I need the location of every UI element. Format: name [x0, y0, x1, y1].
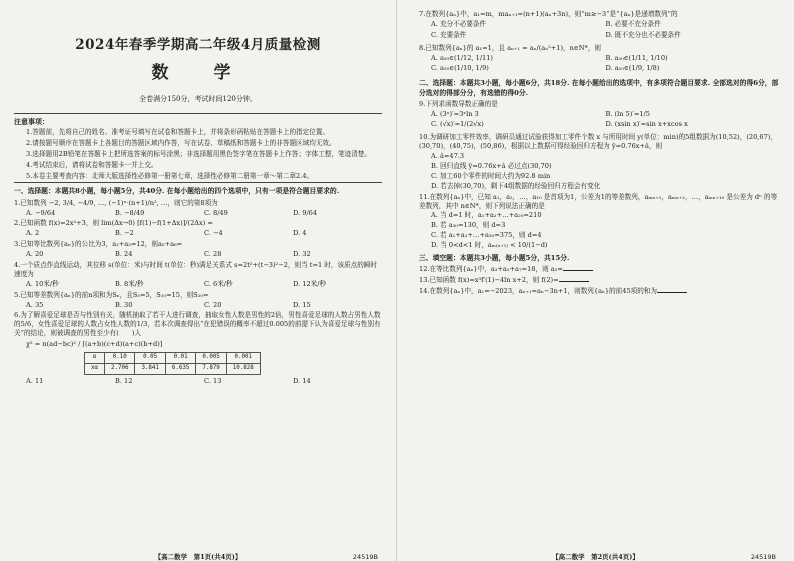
question-stem: 2.已知函数 f(x)=2x²+3，则 lim(Δx→0) [f(1)−f(1+Δx)]/(2Δx) =: [14, 219, 213, 228]
exam-title: 2024年春季学期高二年级4月质量检测: [75, 37, 321, 53]
question-stem: 11.在数列{aₙ}中，已知 a₁，a₂，…，a₁₀ 是首项为1，公差为1的等差数列，aₘₙ₊₁，aₘₙ₊₂，…，aₘₙ₊₁₀ 是公差为 dⁿ 的等差数列，其中 n∈N*，则下列说法正确的是: [419, 192, 778, 210]
options-row: [26, 301, 382, 310]
option: A. (3ˣ)′=3ˣln 3: [431, 109, 479, 118]
table-cell: 0.01: [165, 353, 195, 364]
option: D. 32: [293, 250, 311, 259]
option: C. −4: [204, 229, 223, 238]
option: D. 14: [293, 376, 311, 385]
divider: [14, 182, 382, 183]
question-stem: 4.一个质点作直线运动，其位移 s(单位：米)与时间 t(单位：秒)满足关系式 s=2t²+(t−3)²−2，则当 t=1 时，该质点的瞬时速度为: [14, 261, 378, 278]
note-item: 1.答题前，先将自己的姓名、准考证号填写在试卷和答题卡上，并将条形码粘贴在答题卡上的指定位置。: [26, 128, 330, 137]
table-cell: 3.841: [135, 363, 165, 374]
page-number: 【高二数学 第1页(共4页)】: [154, 553, 242, 561]
options-column: [431, 152, 780, 191]
option: A. a₅₀∈(1/12, 1/11): [431, 53, 494, 62]
question-stem: 6.为了解喜爱足球是否与性别有关，随机抽取了若干人进行调查，抽取女性人数是男性的2倍，男性喜爱足球的人数占男性人数的5/6，女性喜爱足球的人数占女性人数的1/3，若本次调查得出“在犯错误的概率不超过0.005的前提下认为喜爱足球与性别有关”的结论，则被调查的男性至少有( )人: [14, 311, 381, 338]
question-stem: 8.已知数列{aₙ}的 a₁=1，且 aₙ₊₁ = aₙ/(aₙ²+1)，n∈N*，则: [419, 43, 602, 52]
option: B. −2: [115, 229, 134, 238]
table-row: [85, 363, 261, 374]
option: C. 6米/秒: [204, 279, 233, 288]
table-cell: α: [85, 353, 105, 364]
option: C. 20: [204, 300, 222, 309]
table-cell: 6.635: [165, 363, 195, 374]
page-number: 【高二数学 第2页(共4页)】: [552, 553, 639, 561]
option: B. 回归直线 ŷ=0.76x+â 必过点(30,70): [431, 162, 552, 171]
section-heading: 一、选择题：本题共8小题，每小题5分，共40分. 在每小题给出的四个选项中，只有一项是符合题目要求的.: [14, 187, 340, 196]
exam-meta: 全卷满分150分，考试时间120分钟。: [139, 95, 257, 104]
option: D. 既不充分也不必要条件: [605, 30, 681, 39]
table-cell: 0.10: [104, 353, 134, 364]
options-row: [26, 377, 382, 386]
option: C. 加工60个零件的时间大约为92.8 min: [431, 171, 551, 180]
question-stem: 9.下列求函数导数正确的是: [419, 99, 498, 108]
option: C. 若 a₁+a₂+…+a₃₀=375，则 d=4: [431, 231, 542, 240]
note-item: 3.选择题用2B铅笔在答题卡上把所选答案的标号涂黑；非选择题用黑色签字笔在答题卡上作答；字体工整，笔迹清楚。: [26, 149, 372, 158]
options-grid: [431, 110, 780, 132]
option: D. 15: [293, 300, 311, 309]
option: B. 30: [115, 300, 133, 309]
fill-question: 12.在等比数列{aₙ}中，a₃+a₅+a₇=18，则 a₅=: [419, 265, 780, 274]
right-page: [397, 0, 794, 561]
section-heading: 二、选择题：本题共3小题，每小题6分，共18分. 在每小题给出的选项中，有多项符合题目要求. 全部选对的得6分，部分选对的得部分分，有选错的得0分.: [419, 79, 779, 97]
answer-blank: [657, 292, 687, 293]
question-stem: 5.已知等差数列{aₙ}的前n项和为Sₙ，且S₅=5，S₁₀=15，则S₂₀=: [14, 290, 209, 299]
option: C. 28: [204, 250, 222, 259]
chi-square-formula: χ² = n(ad−bc)² / [(a+b)(c+d)(a+c)(b+d)]: [26, 340, 163, 349]
table-cell: xα: [85, 363, 105, 374]
option: A. 2: [26, 229, 40, 238]
option: B. (ln 5)′=1/5: [605, 109, 650, 118]
option: D. (xsin x)′=sin x+xcos x: [605, 120, 688, 129]
table-cell: 0.001: [226, 353, 260, 364]
option: A. 11: [26, 376, 44, 385]
options-row: [26, 280, 382, 289]
question-stem: 3.已知等比数列{aₙ}的公比为3，a₂+a₃=12，则a₅+a₆=: [14, 240, 183, 249]
option: B. 24: [115, 250, 133, 259]
option: B. 若 a₃₀=130，则 d=3: [431, 221, 506, 230]
question-stem: 1.已知数列 −2, 3/4, −4/9, …, (−1)ⁿ·(n+1)/n², …，则它的第8项为: [14, 198, 218, 207]
answer-blank: [563, 270, 593, 271]
table-cell: 0.05: [135, 353, 165, 364]
section-heading: 三、填空题：本题共3小题，每小题5分，共15分.: [419, 254, 570, 263]
option: C. 充要条件: [431, 30, 467, 39]
options-row: [26, 250, 382, 259]
table-cell: 7.879: [196, 363, 226, 374]
subject-title: 数 学: [151, 63, 245, 84]
table-cell: 2.706: [104, 363, 134, 374]
options-grid: [431, 54, 780, 76]
options-row: [26, 229, 382, 238]
option: C. 13: [204, 376, 222, 385]
option: D. 若去掉(30,70)，剩下4组数据的经验回归方程会有变化: [431, 181, 601, 190]
option: B. a₅₀∈(1/11, 1/10): [605, 53, 668, 62]
note-item: 5.本卷主要考查内容：北师大版选择性必修第一册第七章，选择性必修第二册第一章～第二章2.4。: [26, 171, 314, 180]
option: A. 20: [26, 250, 44, 259]
table-row: [85, 353, 261, 364]
notes-heading: 注意事项：: [14, 116, 49, 126]
answer-blank: [559, 281, 589, 282]
option: B. −8/49: [115, 208, 145, 217]
options-grid: [431, 20, 780, 42]
option: D. 当 0<d<1 时，aₘ₍ₙ₊₁₎ < 10/(1−d): [431, 241, 548, 250]
table-cell: 10.828: [226, 363, 260, 374]
option: A. â=47.3: [431, 152, 465, 161]
option: D. 4: [293, 229, 307, 238]
question-stem: 7.在数列{aₙ}中，a₁=m，maₙ₊₁=(n+1)(aₙ+3n)，则“m≥−3”是“{aₙ}是递增数列”的: [419, 10, 678, 18]
option: A. 10米/秒: [26, 279, 59, 288]
option: A. 当 d=1 时，a₁+a₂+…+a₂₀=210: [431, 211, 542, 220]
table-cell: 0.005: [196, 353, 226, 364]
question-stem: 10.为调研加工零件效率，调研员通过试验获得加工零件个数 x 与所用时间 y(单位：min)的5组数据为(10,52)，(20,67)，(30,70)，(40,75)，(50,86)，根据以上数据可得经验回归方程为 ŷ=0.76x+â，则: [419, 133, 777, 151]
options-row: [26, 209, 382, 218]
option: C. (√x)′=1/(2√x): [431, 120, 484, 129]
option: B. 必要不充分条件: [605, 19, 661, 28]
option: B. 12: [115, 376, 133, 385]
fill-question: 13.已知函数 f(x)=x³f′(1)−4ln x+2，则 f(2)=: [419, 276, 780, 285]
exam-code: 24519B: [352, 553, 378, 561]
option: D. a₅₀∈(1/9, 1/8): [605, 64, 660, 73]
option: A. 充分不必要条件: [431, 19, 487, 28]
divider: [14, 113, 382, 114]
fill-question: 14.在数列{aₙ}中，a₁=−2023，aₙ₊₁=aₙ−3n+1，则数列{aₙ}的前45项的和为: [419, 287, 780, 296]
exam-code: 24519B: [750, 553, 776, 561]
note-item: 4.考试结束后，请将试卷和答题卡一并上交。: [26, 160, 158, 169]
note-item: 2.请按题号顺序在答题卡上各题目的答题区域内作答，写在试卷、草稿纸和答题卡上的非答题区域均无效。: [26, 138, 336, 147]
option: A. −9/64: [26, 208, 56, 217]
option: B. 8米/秒: [115, 279, 144, 288]
option: C. a₅₀∈(1/10, 1/9): [431, 64, 489, 73]
option: A. 35: [26, 300, 44, 309]
option: D. 12米/秒: [293, 279, 327, 288]
options-column: [431, 211, 780, 250]
option: C. 8/49: [204, 208, 228, 217]
critical-value-table: [84, 352, 261, 375]
option: D. 9/64: [293, 208, 318, 217]
